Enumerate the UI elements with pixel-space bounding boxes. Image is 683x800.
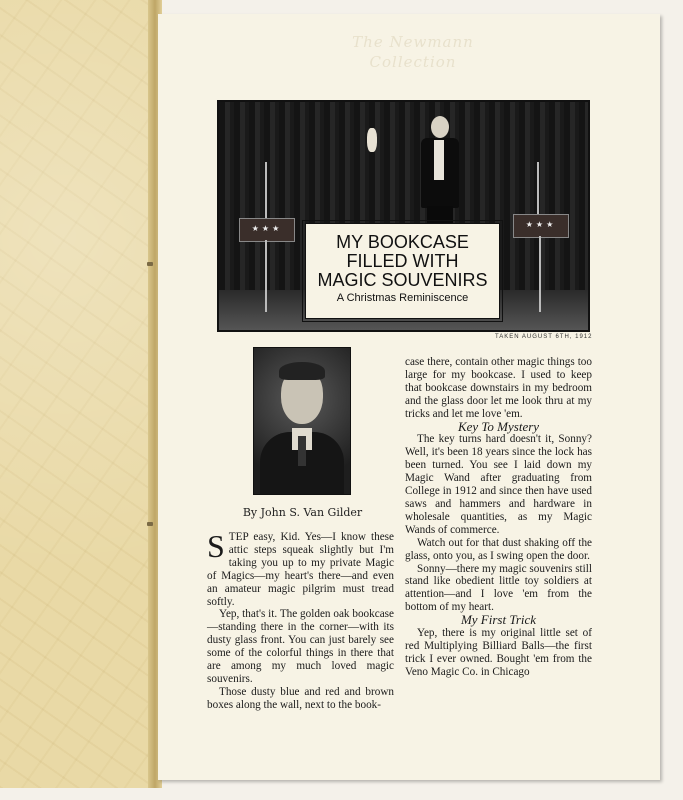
section-heading: My First Trick	[460, 612, 537, 628]
staple	[147, 522, 153, 526]
watermark-line: Collection	[369, 53, 457, 71]
magic-table-left: ★★★	[239, 218, 295, 242]
paragraph: Sonny—there my magic souvenirs still stand like obedient little toy soldiers at attention—and I love 'em from the bottom of my heart.	[405, 562, 592, 614]
paragraph: Those dusty blue and red and brown boxes along the wall, next to the book-	[207, 685, 394, 711]
paragraph	[207, 528, 394, 608]
article-title-box	[305, 223, 500, 319]
title-line: MAGIC SOUVENIRS	[317, 270, 488, 290]
section-heading: Key To Mystery	[457, 418, 540, 434]
photo-caption: TAKEN AUGUST 6TH, 1912	[495, 334, 593, 340]
paragraph: Yep, there is my original little set of red Multiplying Billiard Balls—the first trick I ever owned. Bought 'em from the Veno Magic Co. in Chicago	[405, 627, 592, 678]
paragraph-text: TEP easy, Kid. Yes—I know these attic steps squeak slightly but I'm taking you up to my private Magic of Magics—my heart's there—and even an amateur magic pilgrim must tread softly.	[207, 531, 394, 608]
paragraph: Watch out for that dust shaking off the glass, onto you, as I swing open the door.	[405, 536, 592, 562]
title-line: FILLED WITH	[346, 251, 459, 271]
title-line: MY BOOKCASE	[336, 232, 469, 252]
paragraph: Yep, that's it. The golden oak bookcase—standing there in the corner—with its dusty glass front. You can just barely see some of the colorful things in there that are among my much loved magic souvenirs.	[207, 608, 394, 685]
paragraph: case there, contain other magic things too large for my bookcase. I used to keep that bookcase downstairs in my bedroom and the glass door let me look thru at my tricks and let me love 'em.	[405, 356, 592, 420]
table-stand	[539, 236, 541, 312]
article-subtitle: A Christmas Reminiscence	[336, 292, 469, 304]
author-byline: By John S. Van Gilder	[242, 506, 363, 519]
magic-table-right: ★★★	[513, 214, 569, 238]
text-column-left	[207, 528, 394, 712]
booklet-cover	[0, 0, 161, 788]
author-portrait	[253, 347, 351, 495]
text-column-right	[405, 356, 592, 679]
paragraph: The key turns hard doesn't it, Sonny? Well, it's been 18 years since the lock has been turned. You see I laid down my Magic Wand after graduating from College in 1912 and since then have used saws and hammers and hardware in wholesale quantities, as my Magic Wands of commerce.	[405, 433, 592, 536]
collection-watermark	[338, 32, 488, 72]
candle-stand	[537, 162, 539, 214]
staple	[147, 262, 153, 266]
watermark-line: The Newmann	[352, 33, 474, 51]
rabbit-figure	[367, 128, 377, 152]
drop-cap: S	[207, 528, 225, 564]
table-stand	[265, 240, 267, 312]
article-title	[306, 233, 499, 290]
candle-stand	[265, 162, 267, 218]
